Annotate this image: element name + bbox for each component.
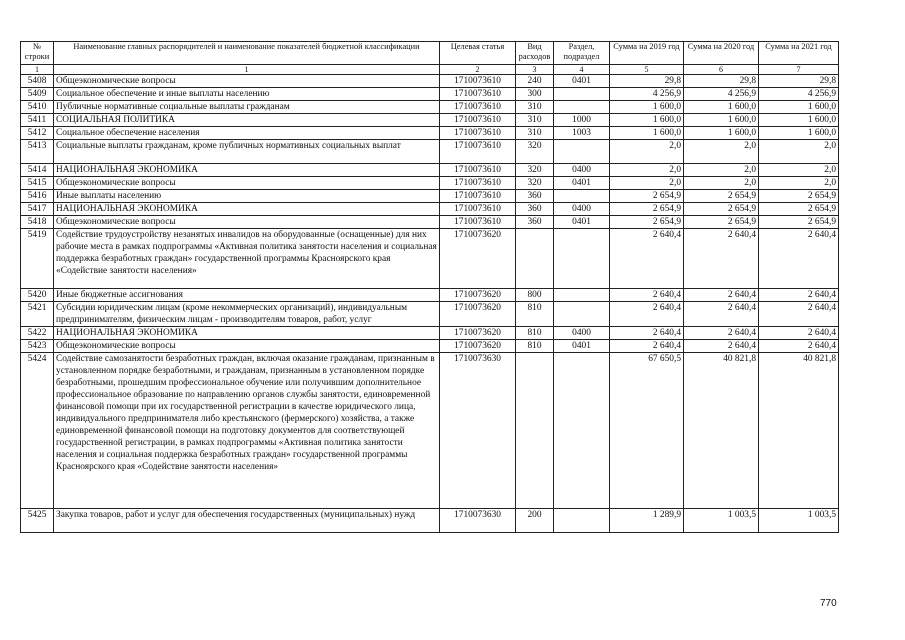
row-expense-type: 310 [516,114,554,127]
row-name: Субсидии юридическим лицам (кроме некоммерческих организаций), индивидуальным предпринимателям, физическим лицам - производителям товаров, работ, услуг [54,302,440,327]
row-expense-type: 320 [516,164,554,177]
row-name: СОЦИАЛЬНАЯ ПОЛИТИКА [54,114,440,127]
row-sum-2020: 1 600,0 [684,127,759,140]
row-number: 5412 [21,127,54,140]
row-expense-type: 310 [516,101,554,114]
row-target-article: 1710073620 [440,327,516,340]
row-sum-2021: 2 640,4 [759,229,839,289]
row-target-article: 1710073610 [440,101,516,114]
row-sum-2021: 2 640,4 [759,340,839,353]
row-sum-2020: 2 640,4 [684,289,759,302]
row-sum-2021: 2 654,9 [759,203,839,216]
row-sum-2019: 2 654,9 [610,203,684,216]
row-sum-2021: 2,0 [759,177,839,190]
col-number: 5 [610,65,684,75]
row-section: 0400 [554,203,610,216]
row-sum-2020: 2 640,4 [684,327,759,340]
row-expense-type: 360 [516,203,554,216]
row-sum-2019: 1 600,0 [610,114,684,127]
row-number: 5419 [21,229,54,289]
col-number: 4 [554,65,610,75]
row-sum-2021: 4 256,9 [759,88,839,101]
row-number: 5416 [21,190,54,203]
row-sum-2019: 1 600,0 [610,101,684,114]
table-row [21,75,839,88]
row-sum-2021: 2,0 [759,140,839,164]
row-sum-2021: 2 640,4 [759,289,839,302]
row-sum-2020: 4 256,9 [684,88,759,101]
row-target-article: 1710073610 [440,190,516,203]
row-name: Иные бюджетные ассигнования [54,289,440,302]
row-target-article: 1710073630 [440,353,516,509]
table-body [21,75,839,533]
row-name: НАЦИОНАЛЬНАЯ ЭКОНОМИКА [54,327,440,340]
row-sum-2019: 2 640,4 [610,229,684,289]
table-row [21,101,839,114]
row-name: Социальные выплаты гражданам, кроме публичных нормативных социальных выплат [54,140,440,164]
row-target-article: 1710073630 [440,509,516,533]
table-row [21,353,839,509]
row-number: 5422 [21,327,54,340]
table-row [21,177,839,190]
row-section: 0401 [554,216,610,229]
table-row [21,164,839,177]
row-target-article: 1710073610 [440,88,516,101]
row-section: 0401 [554,75,610,88]
table-row [21,302,839,327]
row-section: 0400 [554,164,610,177]
row-expense-type: 810 [516,302,554,327]
table-row [21,289,839,302]
col-number: 7 [759,65,839,75]
row-sum-2021: 29,8 [759,75,839,88]
header-target-article: Целевая статья [440,42,516,65]
row-sum-2021: 40 821,8 [759,353,839,509]
row-target-article: 1710073610 [440,75,516,88]
table-row [21,190,839,203]
row-sum-2020: 2 654,9 [684,190,759,203]
row-sum-2020: 1 003,5 [684,509,759,533]
row-sum-2019: 2 654,9 [610,216,684,229]
row-sum-2019: 2 654,9 [610,190,684,203]
row-sum-2020: 2 654,9 [684,216,759,229]
row-name: Содействие трудоустройству незанятых инвалидов на оборудованные (оснащенные) для них рабочие места в рамках подпрограммы «Активная политика занятости населения и социальная поддержка безработных граждан» государственной программы Красноярского края «Содействие занятости населения» [54,229,440,289]
row-sum-2019: 2 640,4 [610,327,684,340]
row-target-article: 1710073620 [440,340,516,353]
row-expense-type: 300 [516,88,554,101]
header-name: Наименование главных распорядителей и наименование показателей бюджетной классификации [54,42,440,65]
row-name: Социальное обеспечение населения [54,127,440,140]
row-target-article: 1710073610 [440,203,516,216]
col-number: 6 [684,65,759,75]
row-sum-2019: 2,0 [610,140,684,164]
row-name: Иные выплаты населению [54,190,440,203]
row-target-article: 1710073610 [440,164,516,177]
row-sum-2019: 2,0 [610,177,684,190]
row-number: 5425 [21,509,54,533]
row-section: 0401 [554,177,610,190]
table-row [21,216,839,229]
row-sum-2019: 4 256,9 [610,88,684,101]
row-target-article: 1710073620 [440,289,516,302]
row-section [554,101,610,114]
row-expense-type: 810 [516,340,554,353]
row-sum-2020: 40 821,8 [684,353,759,509]
table-row [21,203,839,216]
row-section [554,289,610,302]
row-section [554,302,610,327]
row-name: Публичные нормативные социальные выплаты гражданам [54,101,440,114]
row-section: 1000 [554,114,610,127]
row-sum-2021: 2,0 [759,164,839,177]
table-row [21,327,839,340]
row-section [554,140,610,164]
row-sum-2021: 2 654,9 [759,216,839,229]
row-section [554,88,610,101]
row-expense-type [516,229,554,289]
row-sum-2020: 2,0 [684,140,759,164]
row-number: 5415 [21,177,54,190]
header-sum-2019: Сумма на 2019 год [610,42,684,65]
header-row-no: № строки [21,42,54,65]
col-number: 1 [54,65,440,75]
row-number: 5423 [21,340,54,353]
row-name: Закупка товаров, работ и услуг для обеспечения государственных (муниципальных) нужд [54,509,440,533]
row-name: НАЦИОНАЛЬНАЯ ЭКОНОМИКА [54,203,440,216]
row-expense-type: 320 [516,140,554,164]
row-sum-2021: 2 640,4 [759,302,839,327]
row-name: Общеэкономические вопросы [54,340,440,353]
row-number: 5409 [21,88,54,101]
row-sum-2021: 1 003,5 [759,509,839,533]
row-sum-2021: 2 640,4 [759,327,839,340]
row-sum-2019: 1 289,9 [610,509,684,533]
row-section: 0400 [554,327,610,340]
row-section [554,229,610,289]
row-expense-type: 200 [516,509,554,533]
row-sum-2021: 1 600,0 [759,127,839,140]
row-section [554,353,610,509]
col-number: 3 [516,65,554,75]
row-target-article: 1710073610 [440,127,516,140]
row-name: Общеэкономические вопросы [54,216,440,229]
row-expense-type: 810 [516,327,554,340]
row-target-article: 1710073620 [440,229,516,289]
budget-table [20,41,839,533]
row-name: НАЦИОНАЛЬНАЯ ЭКОНОМИКА [54,164,440,177]
row-sum-2020: 2 640,4 [684,340,759,353]
row-name: Социальное обеспечение и иные выплаты населению [54,88,440,101]
row-name: Содействие самозанятости безработных граждан, включая оказание гражданам, признанным в установленном порядке безработными, и гражданам, признанным в установленном порядке безработными, прошедшим профессиональное обучение или получившим дополнительное профессиональное образование по направлению органов службы занятости, единовременной финансовой помощи при их государственной регистрации в качестве юридического лица, индивидуального предпринимателя либо крестьянского (фермерского) хозяйства, а также единовременной финансовой помощи на подготовку документов для соответствующей государственной регистрации, в рамках подпрограммы «Активная политика занятости населения и социальная поддержка безработных граждан» государственной программы Красноярского края «Содействие занятости населения» [54,353,440,509]
row-expense-type: 320 [516,177,554,190]
table-row [21,114,839,127]
row-sum-2020: 2 640,4 [684,229,759,289]
row-expense-type [516,353,554,509]
row-sum-2021: 1 600,0 [759,114,839,127]
row-sum-2019: 67 650,5 [610,353,684,509]
row-target-article: 1710073620 [440,302,516,327]
col-number: 1 [21,65,54,75]
row-sum-2019: 2 640,4 [610,289,684,302]
row-target-article: 1710073610 [440,177,516,190]
header-expense-type: Вид расходов [516,42,554,65]
row-sum-2019: 1 600,0 [610,127,684,140]
row-section [554,190,610,203]
table-row [21,140,839,164]
row-name: Общеэкономические вопросы [54,75,440,88]
row-name: Общеэкономические вопросы [54,177,440,190]
row-target-article: 1710073610 [440,140,516,164]
row-sum-2019: 2 640,4 [610,340,684,353]
col-number: 2 [440,65,516,75]
row-number: 5420 [21,289,54,302]
row-section: 1003 [554,127,610,140]
row-target-article: 1710073610 [440,114,516,127]
row-expense-type: 360 [516,216,554,229]
table-row [21,340,839,353]
row-sum-2019: 29,8 [610,75,684,88]
row-target-article: 1710073610 [440,216,516,229]
row-number: 5418 [21,216,54,229]
row-sum-2020: 2 640,4 [684,302,759,327]
row-section: 0401 [554,340,610,353]
header-sum-2020: Сумма на 2020 год [684,42,759,65]
row-number: 5417 [21,203,54,216]
row-sum-2020: 1 600,0 [684,114,759,127]
row-sum-2019: 2,0 [610,164,684,177]
row-sum-2020: 1 600,0 [684,101,759,114]
header-sum-2021: Сумма на 2021 год [759,42,839,65]
row-sum-2021: 2 654,9 [759,190,839,203]
table-header [21,42,839,75]
row-number: 5414 [21,164,54,177]
row-sum-2020: 29,8 [684,75,759,88]
row-number: 5411 [21,114,54,127]
page-number: 770 [820,598,837,609]
header-section: Раздел, подраздел [554,42,610,65]
row-section [554,509,610,533]
row-number: 5424 [21,353,54,509]
row-expense-type: 360 [516,190,554,203]
table-row [21,88,839,101]
row-expense-type: 800 [516,289,554,302]
row-number: 5421 [21,302,54,327]
budget-sheet [20,41,839,533]
table-row [21,509,839,533]
table-row [21,127,839,140]
row-number: 5410 [21,101,54,114]
table-row [21,229,839,289]
row-number: 5413 [21,140,54,164]
row-sum-2020: 2,0 [684,177,759,190]
row-number: 5408 [21,75,54,88]
row-expense-type: 240 [516,75,554,88]
row-sum-2020: 2 654,9 [684,203,759,216]
row-sum-2020: 2,0 [684,164,759,177]
row-expense-type: 310 [516,127,554,140]
row-sum-2021: 1 600,0 [759,101,839,114]
row-sum-2019: 2 640,4 [610,302,684,327]
